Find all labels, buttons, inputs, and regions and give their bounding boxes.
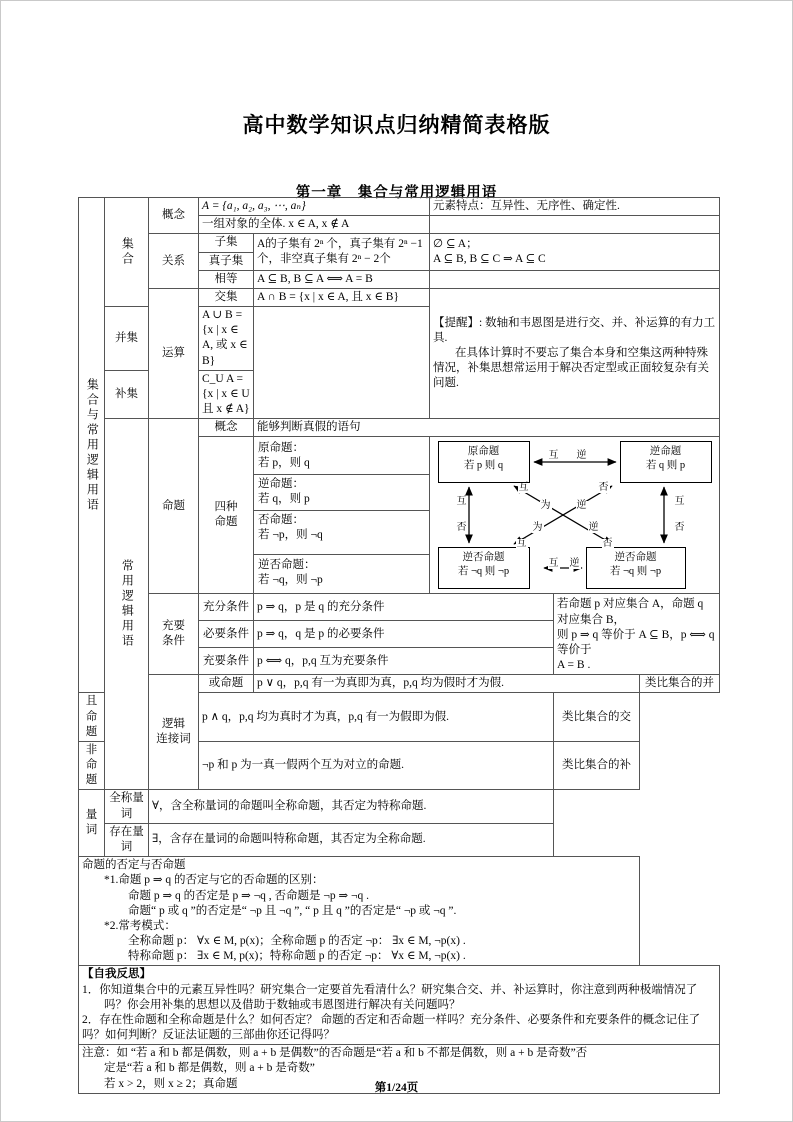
table-row <box>79 790 720 823</box>
four-propositions-diagram-cell <box>430 437 720 594</box>
table-row <box>79 419 720 437</box>
row-label-lianjieci <box>149 675 199 790</box>
diagram-label-bottom-2: 逆 <box>569 558 580 570</box>
diagram-label-diag-a2: 为 <box>540 500 551 512</box>
or-proposition-analogy: 类比集合的并 <box>640 675 720 693</box>
chapter-heading: 第一章 集合与常用逻辑用语 <box>295 185 498 201</box>
outer-section-label <box>79 198 105 693</box>
proposition-concept-label: 概念 <box>199 419 254 437</box>
diagram-box-contrapositive-right-l1: 逆否命题 <box>614 552 657 564</box>
and-proposition-label: 且命题 <box>79 693 105 742</box>
set-definition-formula: A = {a₁, a₂, a₃, ⋯, aₙ} <box>199 198 430 216</box>
cell-intersection-label: 交集 <box>199 288 254 306</box>
reflection-item-2: 2．存在性命题和全称命题是什么？如何否定？ 命题的否定和否命题一样吗？充分条件、必要条件和充要条件的概念记住了吗？如何判断？反证法证题的三部曲你还记得吗？ <box>82 1013 701 1042</box>
diagram-label-top-2: 逆 <box>576 450 587 462</box>
table-row <box>79 234 720 252</box>
necessary-condition-label: 必要条件 <box>199 621 254 648</box>
section-label-jihe-text: 集合 <box>120 237 135 268</box>
not-proposition-value: ¬p 和 p 为一真一假两个互为对立的命题. <box>199 741 554 790</box>
not-proposition-analogy: 类比集合的补 <box>554 741 640 790</box>
subset-count-text: A的子集有 2ⁿ 个，真子集有 2ⁿ −1个，非空真子集有 2ⁿ − 2个 <box>254 234 430 270</box>
cell-proper-subset-label: 真子集 <box>199 252 254 270</box>
cell-intersection-value: A ∩ B = {x | x ∈ A, 且 x ∈ B} <box>254 288 430 306</box>
diagram-box-contrapositive-left <box>438 547 530 589</box>
list-item <box>254 439 429 475</box>
diagram-label-diag-a3: 为 <box>532 522 543 534</box>
knowledge-table-wrapper <box>78 197 719 1094</box>
diagram-box-contrapositive-left-l2: 若 ¬q 则 ¬p <box>457 565 510 577</box>
operation-tip <box>430 288 720 418</box>
diagram-label-right-2: 否 <box>674 522 685 534</box>
diagram-label-left-2: 否 <box>456 522 467 534</box>
diagram-box-original-l1: 原命题 <box>467 446 500 458</box>
diagram-box-original-l2: 若 p 则 q <box>463 459 504 471</box>
cell-union-value: A ∪ B = {x | x ∈ A, 或 x ∈ B} <box>199 307 254 371</box>
universal-quantifier-label: 全称量词 <box>105 790 149 823</box>
four-propositions-diagram <box>436 439 714 591</box>
table-row <box>79 594 720 621</box>
page-footer: 第1/24页 <box>374 1082 419 1094</box>
set-feature-filler <box>430 216 720 234</box>
list-item <box>254 510 429 554</box>
or-proposition-label: 或命题 <box>199 675 254 693</box>
negation-line1: *1.命题 p ⇒ q 的否定与它的否命题的区别： <box>104 874 324 887</box>
diagram-box-original <box>438 441 530 483</box>
proposition-converse-name: 逆命题： <box>258 477 304 490</box>
attention-line3: 若 x > 2，则 x ≥ 2；真命题 <box>104 1077 238 1090</box>
four-propositions-label <box>199 437 254 594</box>
row-label-chongyao <box>149 594 199 675</box>
row-label-yunsuan: 运算 <box>149 288 199 418</box>
proposition-original <box>254 439 429 475</box>
section-label-luoji <box>105 419 149 790</box>
section-label-luoji-text: 常用逻辑用语 <box>120 559 135 650</box>
attention-line2: 定是“若 a 和 b 都是偶数，则 a + b 是奇数” <box>104 1062 315 1075</box>
cell-equal-label: 相等 <box>199 270 254 288</box>
condition-set-note-line1: 若命题 p 对应集合 A，命题 q 对应集合 B， <box>557 598 704 626</box>
table-row <box>79 675 720 693</box>
row-label-guanxi: 关系 <box>149 234 199 289</box>
table-row <box>79 823 720 856</box>
attention-line1: 注意：如 “若 a 和 b 都是偶数，则 a + b 是偶数”的否命题是“若 a 和 b 不都是偶数，则 a + b 是奇数”否 <box>82 1047 588 1060</box>
table-row <box>79 198 720 216</box>
existential-quantifier-value: ∃，含存在量词的命题叫特称命题，其否定为全称命题. <box>149 823 554 856</box>
proposition-concept-value: 能够判断真假的语句 <box>254 419 720 437</box>
row-label-mingti-text: 命题 <box>162 499 185 512</box>
iff-condition-value: p ⟺ q，p,q 互为充要条件 <box>254 648 554 675</box>
diagram-label-diag-b1: 否 <box>598 482 609 494</box>
row-label-liangci: 量词 <box>79 790 105 857</box>
diagram-box-contrapositive-right-l2: 若 ¬q 则 ¬p <box>609 565 662 577</box>
existential-quantifier-label: 存在量词 <box>105 823 149 856</box>
iff-condition-label: 充要条件 <box>199 648 254 675</box>
and-proposition-analogy: 类比集合的交 <box>554 693 640 742</box>
four-propositions-list <box>254 437 430 594</box>
proposition-inverse-form: 若 ¬p，则 ¬q <box>258 529 323 542</box>
subset-note <box>430 234 720 270</box>
diagram-label-top-1: 互 <box>548 450 559 462</box>
diagram-label-diag-a1: 互 <box>518 482 529 494</box>
row-label-lianjieci-l2: 连接词 <box>156 733 191 746</box>
condition-set-note-line2: 则 p ⇒ q 等价于 A ⊆ B，p ⟺ q 等价于 <box>557 628 715 656</box>
negation-heading: 命题的否定与否命题 <box>82 859 186 872</box>
diagram-label-diag-b4: 否 <box>602 538 613 550</box>
negation-line4: *2.常考模式： <box>104 919 176 932</box>
diagram-box-converse-l2: 若 q 则 p <box>645 459 686 471</box>
four-propositions-inner-table <box>254 439 429 592</box>
four-propositions-label-l2: 命题 <box>214 516 238 529</box>
diagram-box-contrapositive-right <box>586 547 686 589</box>
diagram-label-right-1: 互 <box>674 496 685 508</box>
table-row <box>79 966 720 1045</box>
cell-subset-label: 子集 <box>199 234 254 252</box>
proposition-original-form: 若 p，则 q <box>258 457 310 470</box>
diagram-label-diag-a4: 互 <box>516 538 527 550</box>
reflection-item-1: 1．你知道集合中的元素互异性吗？研究集合一定要首先看清什么？研究集合交、并、补运算时，你注意到两种极端情况了吗？你会用补集的思想以及借助于数轴或韦恩图进行解决有关问题吗？ <box>82 983 698 1011</box>
row-label-chongyao-l2: 条件 <box>162 635 185 648</box>
row-label-lianjieci-l1: 逻辑 <box>162 718 185 731</box>
cell-equal-value: A ⊆ B, B ⊆ A ⟺ A = B <box>254 270 430 288</box>
and-proposition-value: p ∧ q，p,q 均为真时才为真，p,q 有一为假即为假. <box>199 693 554 742</box>
row-label-mingti <box>149 419 199 594</box>
diagram-label-left-1: 互 <box>456 496 467 508</box>
proposition-converse-form: 若 q，则 p <box>258 493 310 506</box>
negation-block <box>79 857 640 966</box>
diagram-label-diag-b3: 逆 <box>588 522 599 534</box>
proposition-original-name: 原命题： <box>258 441 304 454</box>
cell-union-label: 并集 <box>105 307 149 371</box>
condition-set-note <box>554 594 720 675</box>
row-label-gainian: 概念 <box>149 198 199 234</box>
operation-tip-line1: 【提醒】: 数轴和韦恩图是进行交、并、补运算的有力工具. <box>433 316 716 344</box>
proposition-contrapositive-form: 若 ¬q，则 ¬p <box>258 574 323 587</box>
list-item <box>254 554 429 592</box>
universal-quantifier-value: ∀，含全称量词的命题叫全称命题，其否定为特称命题. <box>149 790 554 823</box>
sufficient-condition-value: p ⇒ q，p 是 q 的充分条件 <box>254 594 554 621</box>
diagram-label-bottom-1: 互 <box>548 558 559 570</box>
negation-line6: 特称命题 p： ∃x ∈ M, p(x)；特称命题 p 的否定 ¬p： ∀x ∈ M, ¬p(x) . <box>128 950 466 963</box>
section-label-jihe <box>105 198 149 307</box>
diagram-box-converse <box>620 441 712 483</box>
cell-complement-label: 补集 <box>105 370 149 419</box>
operation-tip-line2: 在具体计算时不要忘了集合本身和空集这两种特殊情况，补集思想常运用于解决否定型或正面较复杂有关问题. <box>433 346 709 390</box>
negation-line5: 全称命题 p： ∀x ∈ M, p(x)；全称命题 p 的否定 ¬p： ∃x ∈ M, ¬p(x) . <box>128 935 466 948</box>
proposition-converse <box>254 474 429 510</box>
set-definition-text: 一组对象的全体. x ∈ A, x ∉ A <box>199 216 430 234</box>
subset-note-line1: ∅ ⊆ A； <box>433 237 478 250</box>
knowledge-table <box>78 197 720 1094</box>
or-proposition-value: p ∨ q，p,q 有一为真即为真，p,q 均为假时才为假. <box>254 675 640 693</box>
subset-note-line2: A ⊆ B, B ⊆ C ⇒ A ⊆ C <box>433 253 546 266</box>
diagram-box-contrapositive-left-l1: 逆否命题 <box>462 552 505 564</box>
diagram-box-converse-l1: 逆命题 <box>649 446 682 458</box>
proposition-contrapositive <box>254 554 429 592</box>
not-proposition-label: 非命题 <box>79 741 105 790</box>
diagram-label-diag-b2: 逆 <box>576 500 587 512</box>
sufficient-condition-label: 充分条件 <box>199 594 254 621</box>
table-row <box>79 857 720 966</box>
list-item <box>254 474 429 510</box>
proposition-inverse-name: 否命题： <box>258 513 304 526</box>
four-propositions-label-l1: 四种 <box>214 501 238 514</box>
reflection-heading: 【自我反思】 <box>82 968 151 981</box>
negation-line2: 命题 p ⇒ q 的否定是 p ⇒ ¬q , 否命题是 ¬p ⇒ ¬q . <box>128 889 369 902</box>
set-element-features: 元素特点：互异性、无序性、确定性. <box>430 198 720 216</box>
equal-note-filler <box>430 270 720 288</box>
necessary-condition-value: p ⇒ q，q 是 p 的必要条件 <box>254 621 554 648</box>
outer-section-label-text: 集合与常用逻辑用语 <box>85 377 100 513</box>
page-title: 高中数学知识点归纳精简表格版 <box>242 113 551 137</box>
table-row <box>79 288 720 306</box>
condition-set-note-line3: A = B . <box>557 659 591 672</box>
cell-complement-value: C_U A = {x | x ∈ U 且 x ∉ A} <box>199 370 254 419</box>
reflection-block <box>79 966 720 1045</box>
proposition-inverse <box>254 510 429 554</box>
negation-line3: 命题“ p 或 q ”的否定是“ ¬p 且 ¬q ”, “ p 且 q ”的否定是“ ¬p 或 ¬q ”. <box>128 904 457 917</box>
row-label-chongyao-l1: 充要 <box>162 620 185 633</box>
proposition-contrapositive-name: 逆否命题： <box>258 558 316 571</box>
